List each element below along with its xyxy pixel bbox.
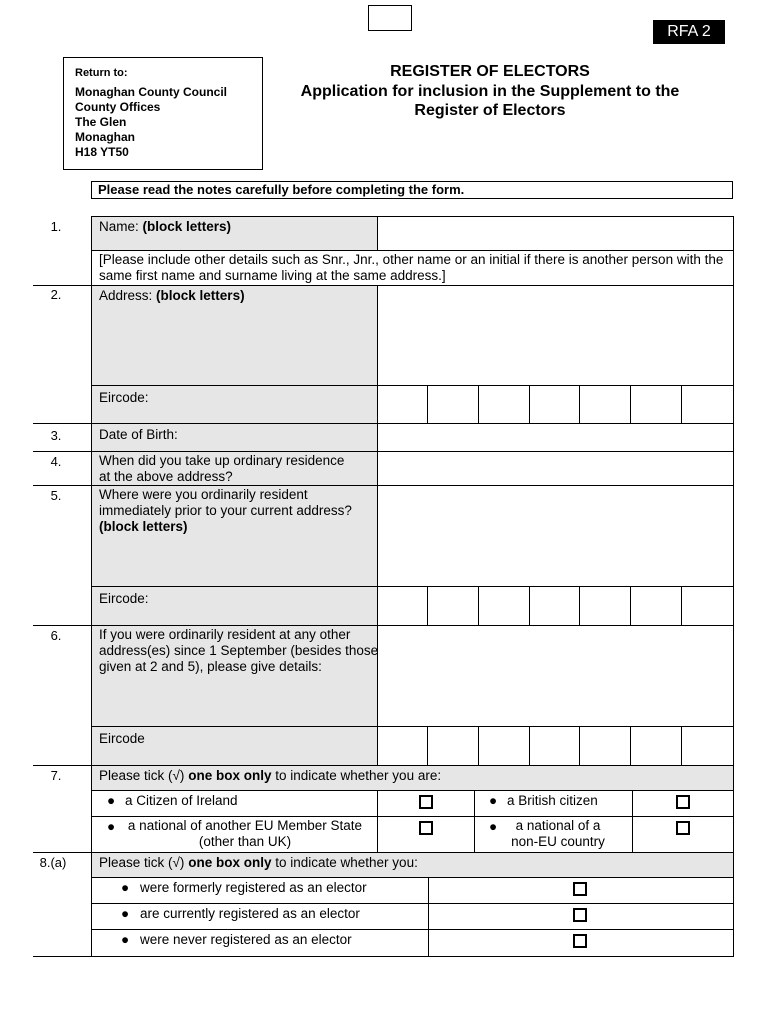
name-input-area[interactable]: [378, 217, 732, 250]
bullet: ●: [107, 793, 116, 808]
eu-national-checkbox[interactable]: [419, 821, 433, 835]
bullet: ●: [121, 880, 130, 895]
residence-date-label: When did you take up ordinary residence at the above address?: [99, 453, 345, 484]
other-addresses-label: If you were ordinarily resident at any other address(es) since 1 September (besides those given at 2 and 5), please give details:: [99, 627, 379, 674]
prior-address-input-area[interactable]: [378, 486, 732, 586]
british-citizen-checkbox[interactable]: [676, 795, 690, 809]
question-number: 4.: [50, 454, 62, 469]
formerly-registered-label: were formerly registered as an elector: [140, 880, 367, 895]
residence-date-input-area[interactable]: [378, 452, 732, 485]
instructions-banner: Please read the notes carefully before completing the form.: [91, 181, 733, 199]
address-input-area[interactable]: [378, 286, 732, 385]
dob-label: Date of Birth:: [99, 427, 178, 442]
return-line: Monaghan: [75, 130, 135, 144]
registration-question: Please tick (√) one box only to indicate whether you:: [99, 855, 418, 870]
form-reference-box: [368, 5, 412, 31]
bullet: ●: [121, 932, 130, 947]
question-number: 1.: [50, 219, 62, 234]
page-title: REGISTER OF ELECTORS: [390, 63, 590, 80]
return-line: County Offices: [75, 100, 161, 114]
prior-address-label: Where were you ordinarily resident immediately prior to your current address? (block letters): [99, 487, 352, 534]
bullet: ●: [489, 819, 498, 834]
citizen-ireland-label: a Citizen of Ireland: [125, 793, 238, 808]
question-number: 6.: [50, 628, 62, 643]
question-number: 2.: [50, 287, 62, 302]
address-label: Address: (block letters): [99, 288, 245, 303]
return-label: Return to:: [75, 67, 128, 79]
bullet: ●: [121, 906, 130, 921]
citizenship-question: Please tick (√) one box only to indicate whether you are:: [99, 768, 442, 783]
question-number: 7.: [50, 768, 62, 783]
form-code-badge: RFA 2: [653, 20, 725, 44]
page-subtitle-2: Register of Electors: [414, 102, 566, 119]
return-address-box: [63, 57, 263, 170]
return-line: H18 YT50: [75, 145, 129, 159]
eu-national-label: a national of another EU Member State (other than UK): [127, 818, 363, 849]
eircode-label: Eircode:: [99, 591, 149, 606]
question-number: 8.(a): [39, 855, 67, 870]
question-number: 5.: [50, 488, 62, 503]
bullet: ●: [107, 819, 116, 834]
return-line: Monaghan County Council: [75, 85, 227, 99]
eircode-label: Eircode: [99, 731, 145, 746]
name-note: [Please include other details such as Snr., Jnr., other name or an initial if there is another person with the same first name and surname living at the same address.]: [99, 252, 724, 283]
non-eu-national-checkbox[interactable]: [676, 821, 690, 835]
question-number: 3.: [50, 428, 62, 443]
currently-registered-label: are currently registered as an elector: [140, 906, 360, 921]
british-citizen-label: a British citizen: [507, 793, 598, 808]
never-registered-checkbox[interactable]: [573, 934, 587, 948]
citizen-ireland-checkbox[interactable]: [419, 795, 433, 809]
formerly-registered-checkbox[interactable]: [573, 882, 587, 896]
currently-registered-checkbox[interactable]: [573, 908, 587, 922]
page-subtitle: Application for inclusion in the Supplement to the: [300, 83, 680, 100]
dob-input-area[interactable]: [378, 424, 732, 451]
bullet: ●: [489, 793, 498, 808]
non-eu-national-label: a national of a non-EU country: [511, 818, 605, 849]
return-line: The Glen: [75, 115, 127, 129]
other-addresses-input-area[interactable]: [378, 626, 732, 726]
never-registered-label: were never registered as an elector: [140, 932, 352, 947]
eircode-label: Eircode:: [99, 390, 149, 405]
name-label: Name: (block letters): [99, 219, 232, 234]
